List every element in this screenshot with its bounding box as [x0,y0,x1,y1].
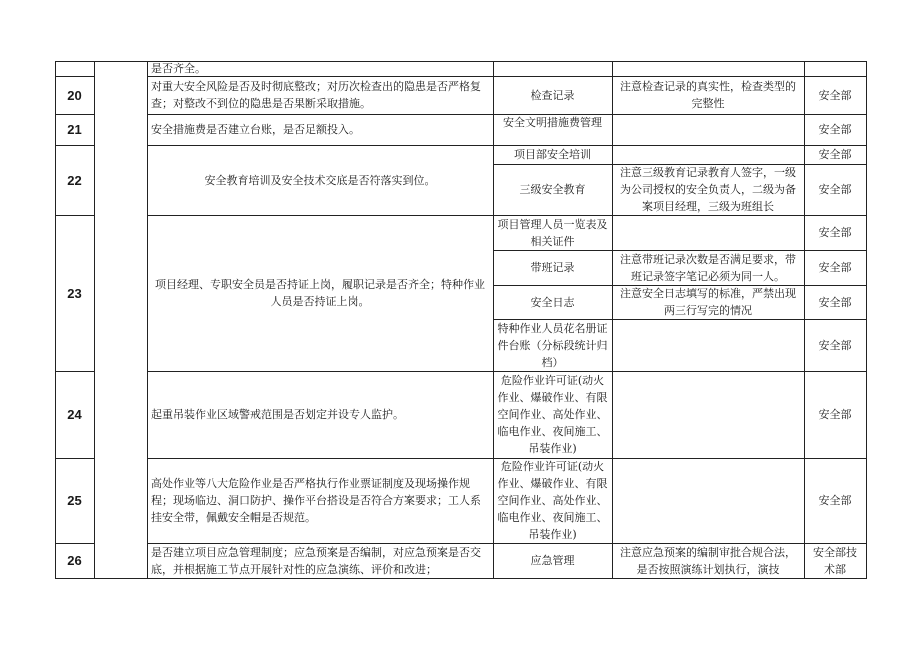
responsible-dept: 安全部 [818,226,852,239]
row-number: 24 [67,407,82,422]
responsible-dept: 安全部 [818,88,852,102]
check-item: 危险作业许可证(动火作业、爆破作业、有限空间作业、高处作业、临电作业、夜间施工、吊装作业) [497,460,608,541]
check-note [612,145,804,164]
check-note: 注意应急预案的编制审批合规合法，是否按照演练计划执行，演技 [620,545,796,576]
check-item: 三级安全教育 [519,183,586,196]
row-number: 25 [67,493,82,508]
responsible-dept: 安全部 [818,148,852,161]
check-item: 项目部安全培训 [514,148,591,161]
check-item: 应急管理 [530,554,575,567]
row-content: 高处作业等八大危险作业是否严格执行作业票证制度及现场操作规程；现场临边、洞口防护、操作平台搭设是否符合方案要求；工人系挂安全带，佩戴安全帽是否规范。 [151,477,481,524]
check-note [612,458,804,543]
responsible-dept: 安全部 [818,261,852,274]
row-content: 是否建立项目应急管理制度；应急预案是否编制，对应急预案是否交底，并根据施工节点开展针对性的应急演练、评价和改进； [151,545,481,576]
check-item: 危险作业许可证(动火作业、爆破作业、有限空间作业、高处作业、临电作业、夜间施工、吊装作业) [497,374,608,455]
check-note [612,319,804,371]
row-content: 安全教育培训及安全技术交底是否符落实到位。 [204,173,436,187]
check-item: 带班记录 [530,261,575,274]
row-number: 20 [67,87,82,103]
responsible-dept: 安全部 [818,295,852,309]
row-number: 26 [67,553,82,568]
check-note: 注意三级教育记录教育人签字，一级为公司授权的安全负责人，二级为备案项目经理，三级为班组长 [620,166,796,213]
responsible-dept: 安全部 [818,123,852,136]
row-content: 项目经理、专职安全员是否持证上岗，履职记录是否齐全；特种作业人员是否持证上岗。 [155,278,485,308]
responsible-dept: 安全部 [818,408,852,421]
check-item: 项目管理人员一览表及相关证件 [497,217,608,248]
check-note: 注意检查记录的真实性，检查类型的完整性 [620,80,796,110]
row-rule [55,578,867,579]
check-item: 检查记录 [530,88,575,102]
column-rule [866,61,867,579]
check-note [612,215,804,250]
row-content: 起重吊装作业区域警戒范围是否划定并设专人监护。 [151,408,404,421]
responsible-dept: 安全部 [818,183,852,196]
responsible-dept: 安全部 [818,494,852,507]
check-note: 注意安全日志填写的标准，严禁出现两三行写完的情况 [620,287,796,317]
responsible-dept: 安全部 [818,338,852,352]
column-rule [94,61,95,579]
check-item: 安全日志 [530,295,575,309]
row-number: 23 [67,285,82,301]
responsible-dept: 安全部技术部 [813,545,857,576]
row-content: 是否齐全。 [151,61,206,75]
row-content: 对重大安全风险是否及时彻底整改；对历次检查出的隐患是否严格复查；对整改不到位的隐患是否果断采取措施。 [151,80,481,110]
check-item: 特种作业人员花名册证件台账（分标段统计归档） [497,321,608,369]
row-number: 22 [67,172,82,188]
check-note: 注意带班记录次数是否满足要求，带班记录签字笔记必须为同一人。 [620,252,796,283]
check-note [612,114,804,145]
row-number: 21 [67,122,82,137]
check-item: 安全文明措施费管理 [503,116,602,129]
row-content: 安全措施费是否建立台账，是否足额投入。 [151,123,360,136]
check-note [612,371,804,458]
